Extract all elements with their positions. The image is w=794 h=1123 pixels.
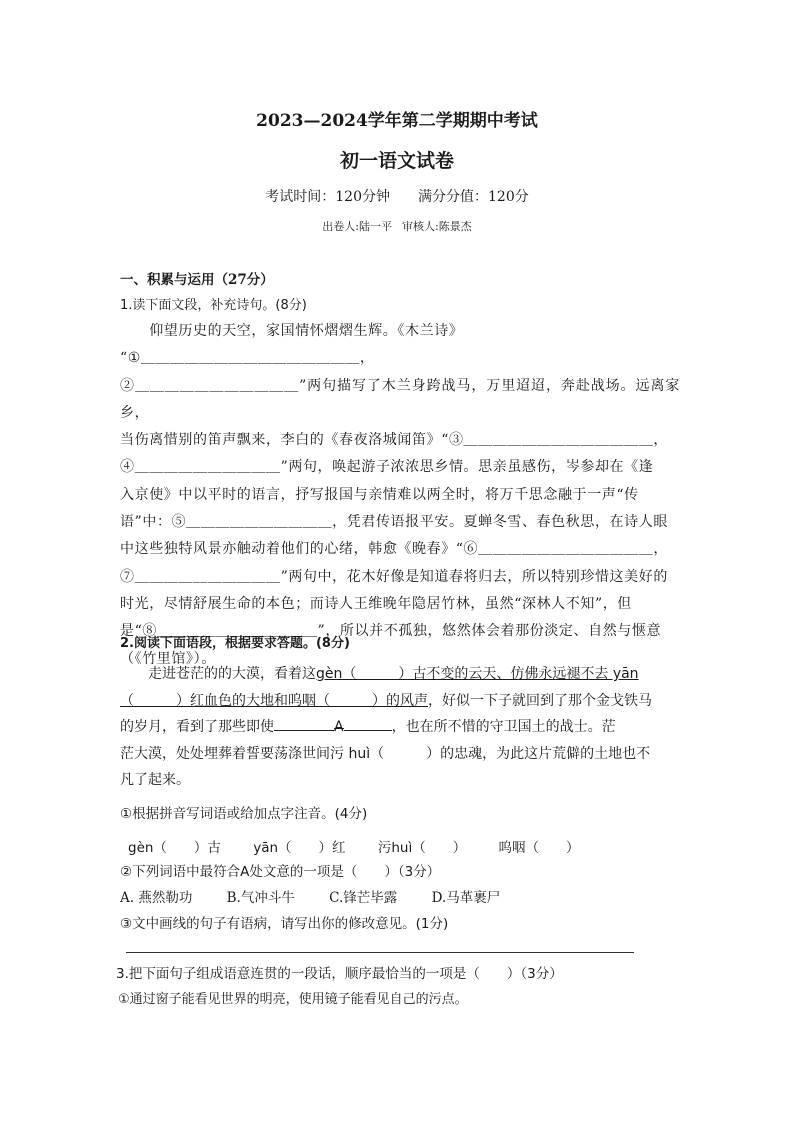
blank-a-left[interactable] [274,716,334,731]
question-2-prompt: 2.阅读下面语段，根据要求答题。(8分) [120,636,350,651]
sentence-1: ①通过窗子能看见世界的明亮，使用镜子能看见自己的污点。 [118,992,468,1007]
passage-text: 的岁月，看到了那些即使 [120,719,274,735]
underlined-sentence: （ ）红血色的大地和呜咽（ ）的风声 [120,692,428,709]
passage-line: 入京使》中以平时的语言，抒写报国与亲情难以两全时，将万千思念融于一声“传 [120,486,639,503]
blank-a-right[interactable] [344,716,392,731]
question-1-passage [120,318,680,673]
passage-line: 是“⑧＿＿＿＿＿＿＿＿＿＿＿”，所以并不孤独，悠然体会着那份淡定、自然与惬意 [120,623,662,640]
passage-line: 中这些独特风景亦触动着他们的心绪，韩愈《晚春》“⑥＿＿＿＿＿＿＿＿＿＿＿＿， [120,541,668,558]
passage-text: ，也在所不惜的守卫国土的战士。茫 [391,719,616,735]
reviewer-label: 审核人:陈景杰 [402,220,472,233]
passage-line: “①＿＿＿＿＿＿＿＿＿＿＿＿＿＿＿， [120,350,375,367]
answer-line[interactable] [126,952,634,953]
options-list [120,886,530,906]
question-1-prompt: 1.读下面文段，补充诗句。(8分) [120,298,307,313]
passage-line: （《竹里馆》）。 [120,650,216,667]
exam-authors [0,218,794,234]
section-heading: 一、积累与运用（27分） [120,272,274,288]
pinyin-item[interactable]: yān（ ）红 [253,840,346,856]
subquestion-2: ②下列词语中最符合A处文意的一项是（ ）（3分） [120,864,441,880]
passage-line: 仰望历史的天空，家国情怀熠熠生辉。《木兰诗》 [120,323,464,339]
passage-line [120,714,676,741]
passage-line: ②＿＿＿＿＿＿＿＿＿＿＿”两句描写了木兰身跨战马，万里迢迢，奔赴战场。远离家乡， [120,377,680,421]
option-c[interactable]: C.锋芒毕露 [329,890,398,906]
pinyin-items [128,836,608,856]
underlined-sentence: gèn（ ）古不变的云天、仿佛永远褪不去 yān [316,666,639,682]
exam-score: 满分分值：120分 [418,189,529,205]
passage-line: 凡了起来。 [120,772,190,788]
passage-line: 当伤离惜别的笛声飘来，李白的《春夜洛城闻笛》“③＿＿＿＿＿＿＿＿＿＿＿＿＿， [120,432,668,449]
option-d[interactable]: D.马革裹尸 [431,890,501,906]
pinyin-item[interactable]: 污huì（ ） [377,840,467,856]
subquestion-3: ③文中画线的句子有语病，请写出你的修改意见。(1分) [120,916,449,932]
passage-line [120,688,676,715]
passage-line: ⑦＿＿＿＿＿＿＿＿＿＿”两句中，花木好像是知道春将归去，所以特别珍惜这美好的 [120,568,668,585]
author-label: 出卷人:陆一平 [322,220,392,233]
passage-text: ，好似一下子就回到了那个金戈铁马 [428,692,652,709]
subquestion-1: ①根据拼音写词语或给加点字注音。(4分) [120,806,368,822]
passage-line: 茫大漠，处处埋葬着誓要荡涤世间污 huì（ ）的忠魂，为此这片荒僻的土地也不 [120,745,651,762]
exam-time: 考试时间：120分钟 [265,189,390,205]
pinyin-item[interactable]: 呜咽（ ） [498,840,580,856]
pinyin-item[interactable]: gèn（ ）古 [128,840,221,856]
passage-line [120,661,676,688]
option-b[interactable]: B.气冲斗牛 [226,890,295,906]
option-a[interactable]: A. 燕然勒功 [120,890,193,906]
passage-line: ④＿＿＿＿＿＿＿＿＿＿”两句，唤起游子浓浓思乡情。思亲虽感伤，岑参却在《逢 [120,459,654,476]
question-2-passage [120,661,676,794]
exam-title: 2023—2024学年第二学期期中考试 [256,111,538,131]
passage-text: 走进苍茫的的大漠，看着这 [148,666,316,682]
exam-meta [0,186,794,206]
passage-line: 时光，尽情舒展生命的本色；而诗人王维晚年隐居竹林，虽然“深林人不知”，但 [120,595,632,612]
exam-subtitle: 初一语文试卷 [339,150,454,172]
blank-a-label: A [334,714,344,729]
question-3-prompt: 3.把下面句子组成语意连贯的一段话，顺序最恰当的一项是（ ）（3分） [116,966,563,982]
passage-line: 语”中：⑤＿＿＿＿＿＿＿＿＿＿，凭君传语报平安。夏蝉冬雪、春色秋思，在诗人眼 [120,514,668,531]
